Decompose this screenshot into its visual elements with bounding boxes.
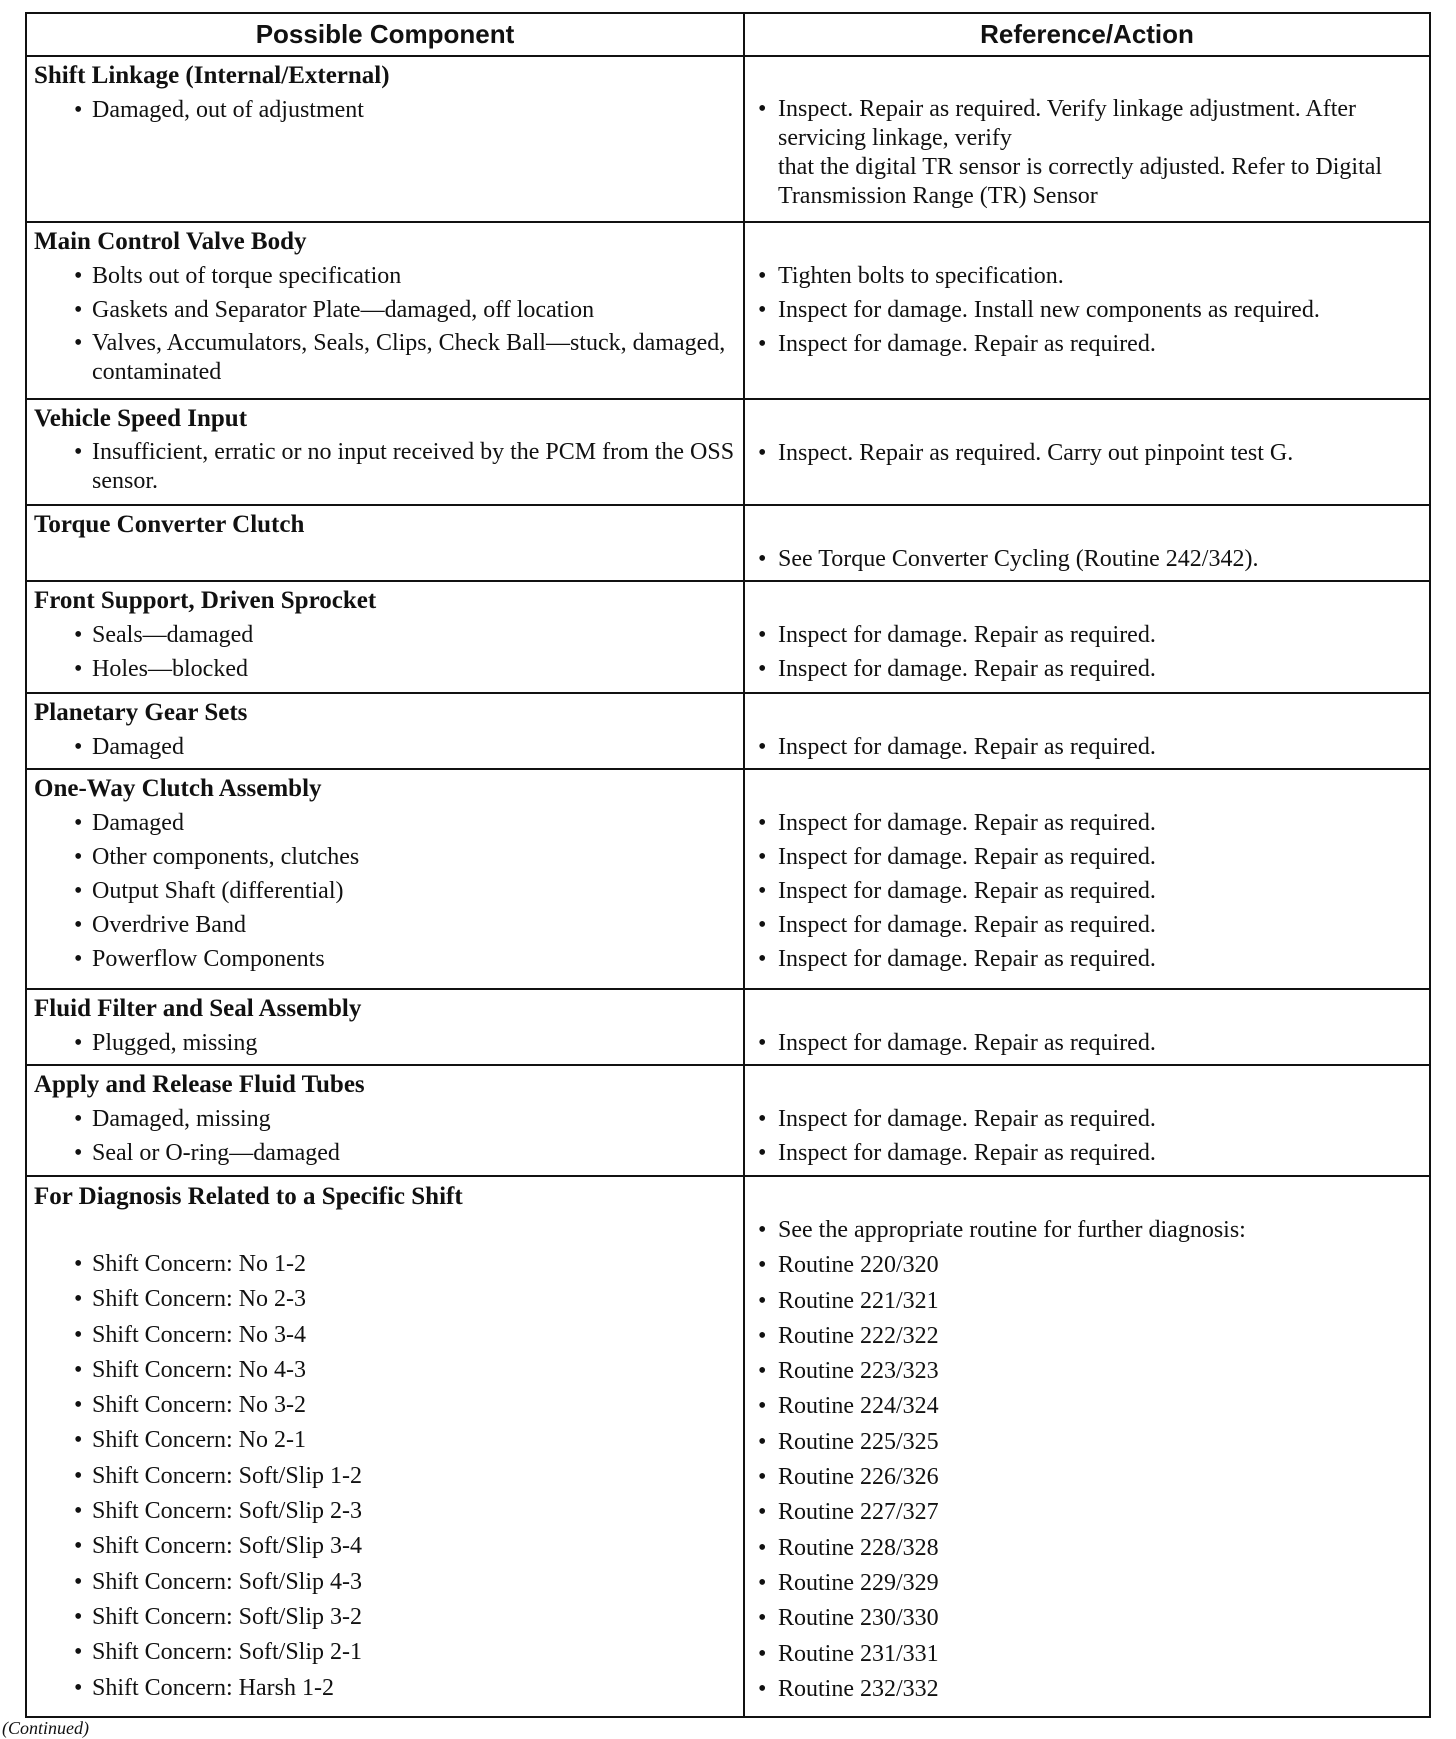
action-intro: • See the appropriate routine for further diagnosis: xyxy=(752,1213,1421,1248)
routine-item: • Routine 232/332 xyxy=(752,1672,1421,1707)
routine-item: • Routine 228/328 xyxy=(752,1531,1421,1566)
section-title: Fluid Filter and Seal Assembly xyxy=(34,995,362,1022)
section-title: Main Control Valve Body xyxy=(34,228,307,255)
table-row xyxy=(26,399,1430,505)
component-item: • Damaged, out of adjustment xyxy=(34,93,735,127)
shift-concern-item: • Shift Concern: No 3-2 xyxy=(34,1388,735,1423)
table-row xyxy=(26,56,1430,222)
action-item: • Inspect for damage. Repair as required. xyxy=(752,1136,1421,1170)
routine-item: • Routine 221/321 xyxy=(752,1284,1421,1319)
shift-concern-item: • Shift Concern: No 2-3 xyxy=(34,1282,735,1317)
action-cell xyxy=(744,56,1430,222)
action-item: • Tighten bolts to specification. xyxy=(752,259,1421,293)
component-item: • Holes—blocked xyxy=(34,652,735,686)
routine-item: • Routine 231/331 xyxy=(752,1637,1421,1672)
component-item: • Other components, clutches xyxy=(34,840,735,874)
component-cell xyxy=(26,56,744,222)
component-item: • Damaged xyxy=(34,806,735,840)
diagnosis-table-document xyxy=(25,12,1431,1718)
action-cell xyxy=(744,1176,1430,1717)
routine-item: • Routine 224/324 xyxy=(752,1389,1421,1424)
action-item: • Inspect. Repair as required. Carry out pinpoint test G. xyxy=(752,436,1421,470)
table-row xyxy=(26,505,1430,581)
section-title: Front Support, Driven Sprocket xyxy=(34,587,377,614)
shift-concern-item: • Shift Concern: Harsh 1-2 xyxy=(34,1671,735,1706)
table-row xyxy=(26,693,1430,769)
action-cell xyxy=(744,769,1430,989)
component-item: • Valves, Accumulators, Seals, Clips, Check Ball—stuck, damaged, contaminated xyxy=(34,327,735,389)
routine-item: • Routine 220/320 xyxy=(752,1248,1421,1283)
routine-item: • Routine 222/322 xyxy=(752,1319,1421,1354)
shift-concern-item: • Shift Concern: Soft/Slip 2-1 xyxy=(34,1635,735,1670)
action-item: • Inspect for damage. Repair as required. xyxy=(752,806,1421,840)
spacer xyxy=(752,59,1421,93)
shift-concern-item: • Shift Concern: Soft/Slip 3-2 xyxy=(34,1600,735,1635)
shift-concern-item: • Shift Concern: No 2-1 xyxy=(34,1423,735,1458)
table-row xyxy=(26,1065,1430,1176)
component-item: • Plugged, missing xyxy=(34,1026,735,1060)
component-item: • Output Shaft (differential) xyxy=(34,874,735,908)
component-cell xyxy=(26,399,744,505)
component-cell xyxy=(26,989,744,1065)
spacer xyxy=(752,584,1421,618)
header-possible-component: Possible Component xyxy=(26,13,744,56)
component-item: • Damaged, missing xyxy=(34,1102,735,1136)
action-cell xyxy=(744,222,1430,399)
routine-item: • Routine 229/329 xyxy=(752,1566,1421,1601)
spacer xyxy=(752,696,1421,730)
routine-item: • Routine 225/325 xyxy=(752,1425,1421,1460)
component-cell xyxy=(26,581,744,693)
shift-concern-item: • Shift Concern: Soft/Slip 1-2 xyxy=(34,1459,735,1494)
component-item: • Damaged xyxy=(34,730,735,764)
action-item: • Inspect for damage. Repair as required. xyxy=(752,1026,1421,1060)
action-item: • Inspect for damage. Install new components as required. xyxy=(752,293,1421,327)
shift-concern-item: • Shift Concern: No 1-2 xyxy=(34,1247,735,1282)
action-item: • Inspect for damage. Repair as required. xyxy=(752,327,1421,361)
spacer xyxy=(752,772,1421,806)
section-title: Apply and Release Fluid Tubes xyxy=(34,1071,365,1098)
action-cell xyxy=(744,1065,1430,1176)
section-title: For Diagnosis Related to a Specific Shift xyxy=(34,1183,463,1210)
action-item: • Inspect. Repair as required. Verify linkage adjustment. After servicing linkage, verify xyxy=(752,93,1421,153)
action-item-continued: that the digital TR sensor is correctly adjusted. Refer to Digital Transmission Range (TR) Sensor xyxy=(778,154,1383,209)
action-item: • Inspect for damage. Repair as required. xyxy=(752,874,1421,908)
header-reference-action: Reference/Action xyxy=(744,13,1430,56)
component-item: • Insufficient, erratic or no input received by the PCM from the OSS sensor. xyxy=(34,436,735,498)
section-title: Planetary Gear Sets xyxy=(34,699,248,726)
component-cell xyxy=(26,505,744,581)
action-item: • Inspect for damage. Repair as required. xyxy=(752,908,1421,942)
table-header-row xyxy=(26,13,1430,56)
routine-item: • Routine 227/327 xyxy=(752,1495,1421,1530)
action-item: • Inspect for damage. Repair as required. xyxy=(752,840,1421,874)
shift-concern-item: • Shift Concern: Soft/Slip 3-4 xyxy=(34,1529,735,1564)
section-title: Torque Converter Clutch xyxy=(34,511,305,538)
spacer xyxy=(752,1068,1421,1102)
shift-concern-item: • Shift Concern: Soft/Slip 4-3 xyxy=(34,1565,735,1600)
section-title: Vehicle Speed Input xyxy=(34,405,248,432)
routine-item: • Routine 223/323 xyxy=(752,1354,1421,1389)
section-title: One-Way Clutch Assembly xyxy=(34,775,322,802)
component-item: • Bolts out of torque specification xyxy=(34,259,735,293)
spacer xyxy=(34,1213,735,1247)
continued-note: (Continued) xyxy=(2,1718,89,1738)
routine-item: • Routine 230/330 xyxy=(752,1601,1421,1636)
table-row xyxy=(26,222,1430,399)
component-cell xyxy=(26,222,744,399)
diagnosis-table xyxy=(25,12,1431,1718)
component-cell xyxy=(26,769,744,989)
action-cell xyxy=(744,989,1430,1065)
action-cell xyxy=(744,399,1430,505)
shift-concern-item: • Shift Concern: No 4-3 xyxy=(34,1353,735,1388)
action-item: • Inspect for damage. Repair as required. xyxy=(752,1102,1421,1136)
component-item: • Seal or O-ring—damaged xyxy=(34,1136,735,1170)
component-cell xyxy=(26,1065,744,1176)
component-cell xyxy=(26,1176,744,1717)
action-cell xyxy=(744,693,1430,769)
action-item: • Inspect for damage. Repair as required. xyxy=(752,652,1421,686)
shift-concern-item: • Shift Concern: No 3-4 xyxy=(34,1318,735,1353)
spacer xyxy=(752,508,1421,542)
table-row xyxy=(26,769,1430,989)
table-row xyxy=(26,581,1430,693)
component-item: • Gaskets and Separator Plate—damaged, off location xyxy=(34,293,735,327)
spacer xyxy=(752,402,1421,436)
action-item: • Inspect for damage. Repair as required. xyxy=(752,618,1421,652)
action-item: • Inspect for damage. Repair as required. xyxy=(752,942,1421,976)
action-cell xyxy=(744,581,1430,693)
component-item: • Powerflow Components xyxy=(34,942,735,976)
component-item: • Overdrive Band xyxy=(34,908,735,942)
action-cell xyxy=(744,505,1430,581)
component-cell xyxy=(26,693,744,769)
component-item: • Seals—damaged xyxy=(34,618,735,652)
table-row xyxy=(26,1176,1430,1717)
table-row xyxy=(26,989,1430,1065)
shift-concern-item: • Shift Concern: Soft/Slip 2-3 xyxy=(34,1494,735,1529)
spacer xyxy=(752,1179,1421,1213)
section-title: Shift Linkage (Internal/External) xyxy=(34,62,390,89)
action-item: • See Torque Converter Cycling (Routine 242/342). xyxy=(752,542,1421,576)
routine-item: • Routine 226/326 xyxy=(752,1460,1421,1495)
action-item: • Inspect for damage. Repair as required. xyxy=(752,730,1421,764)
spacer xyxy=(752,225,1421,259)
spacer xyxy=(752,992,1421,1026)
